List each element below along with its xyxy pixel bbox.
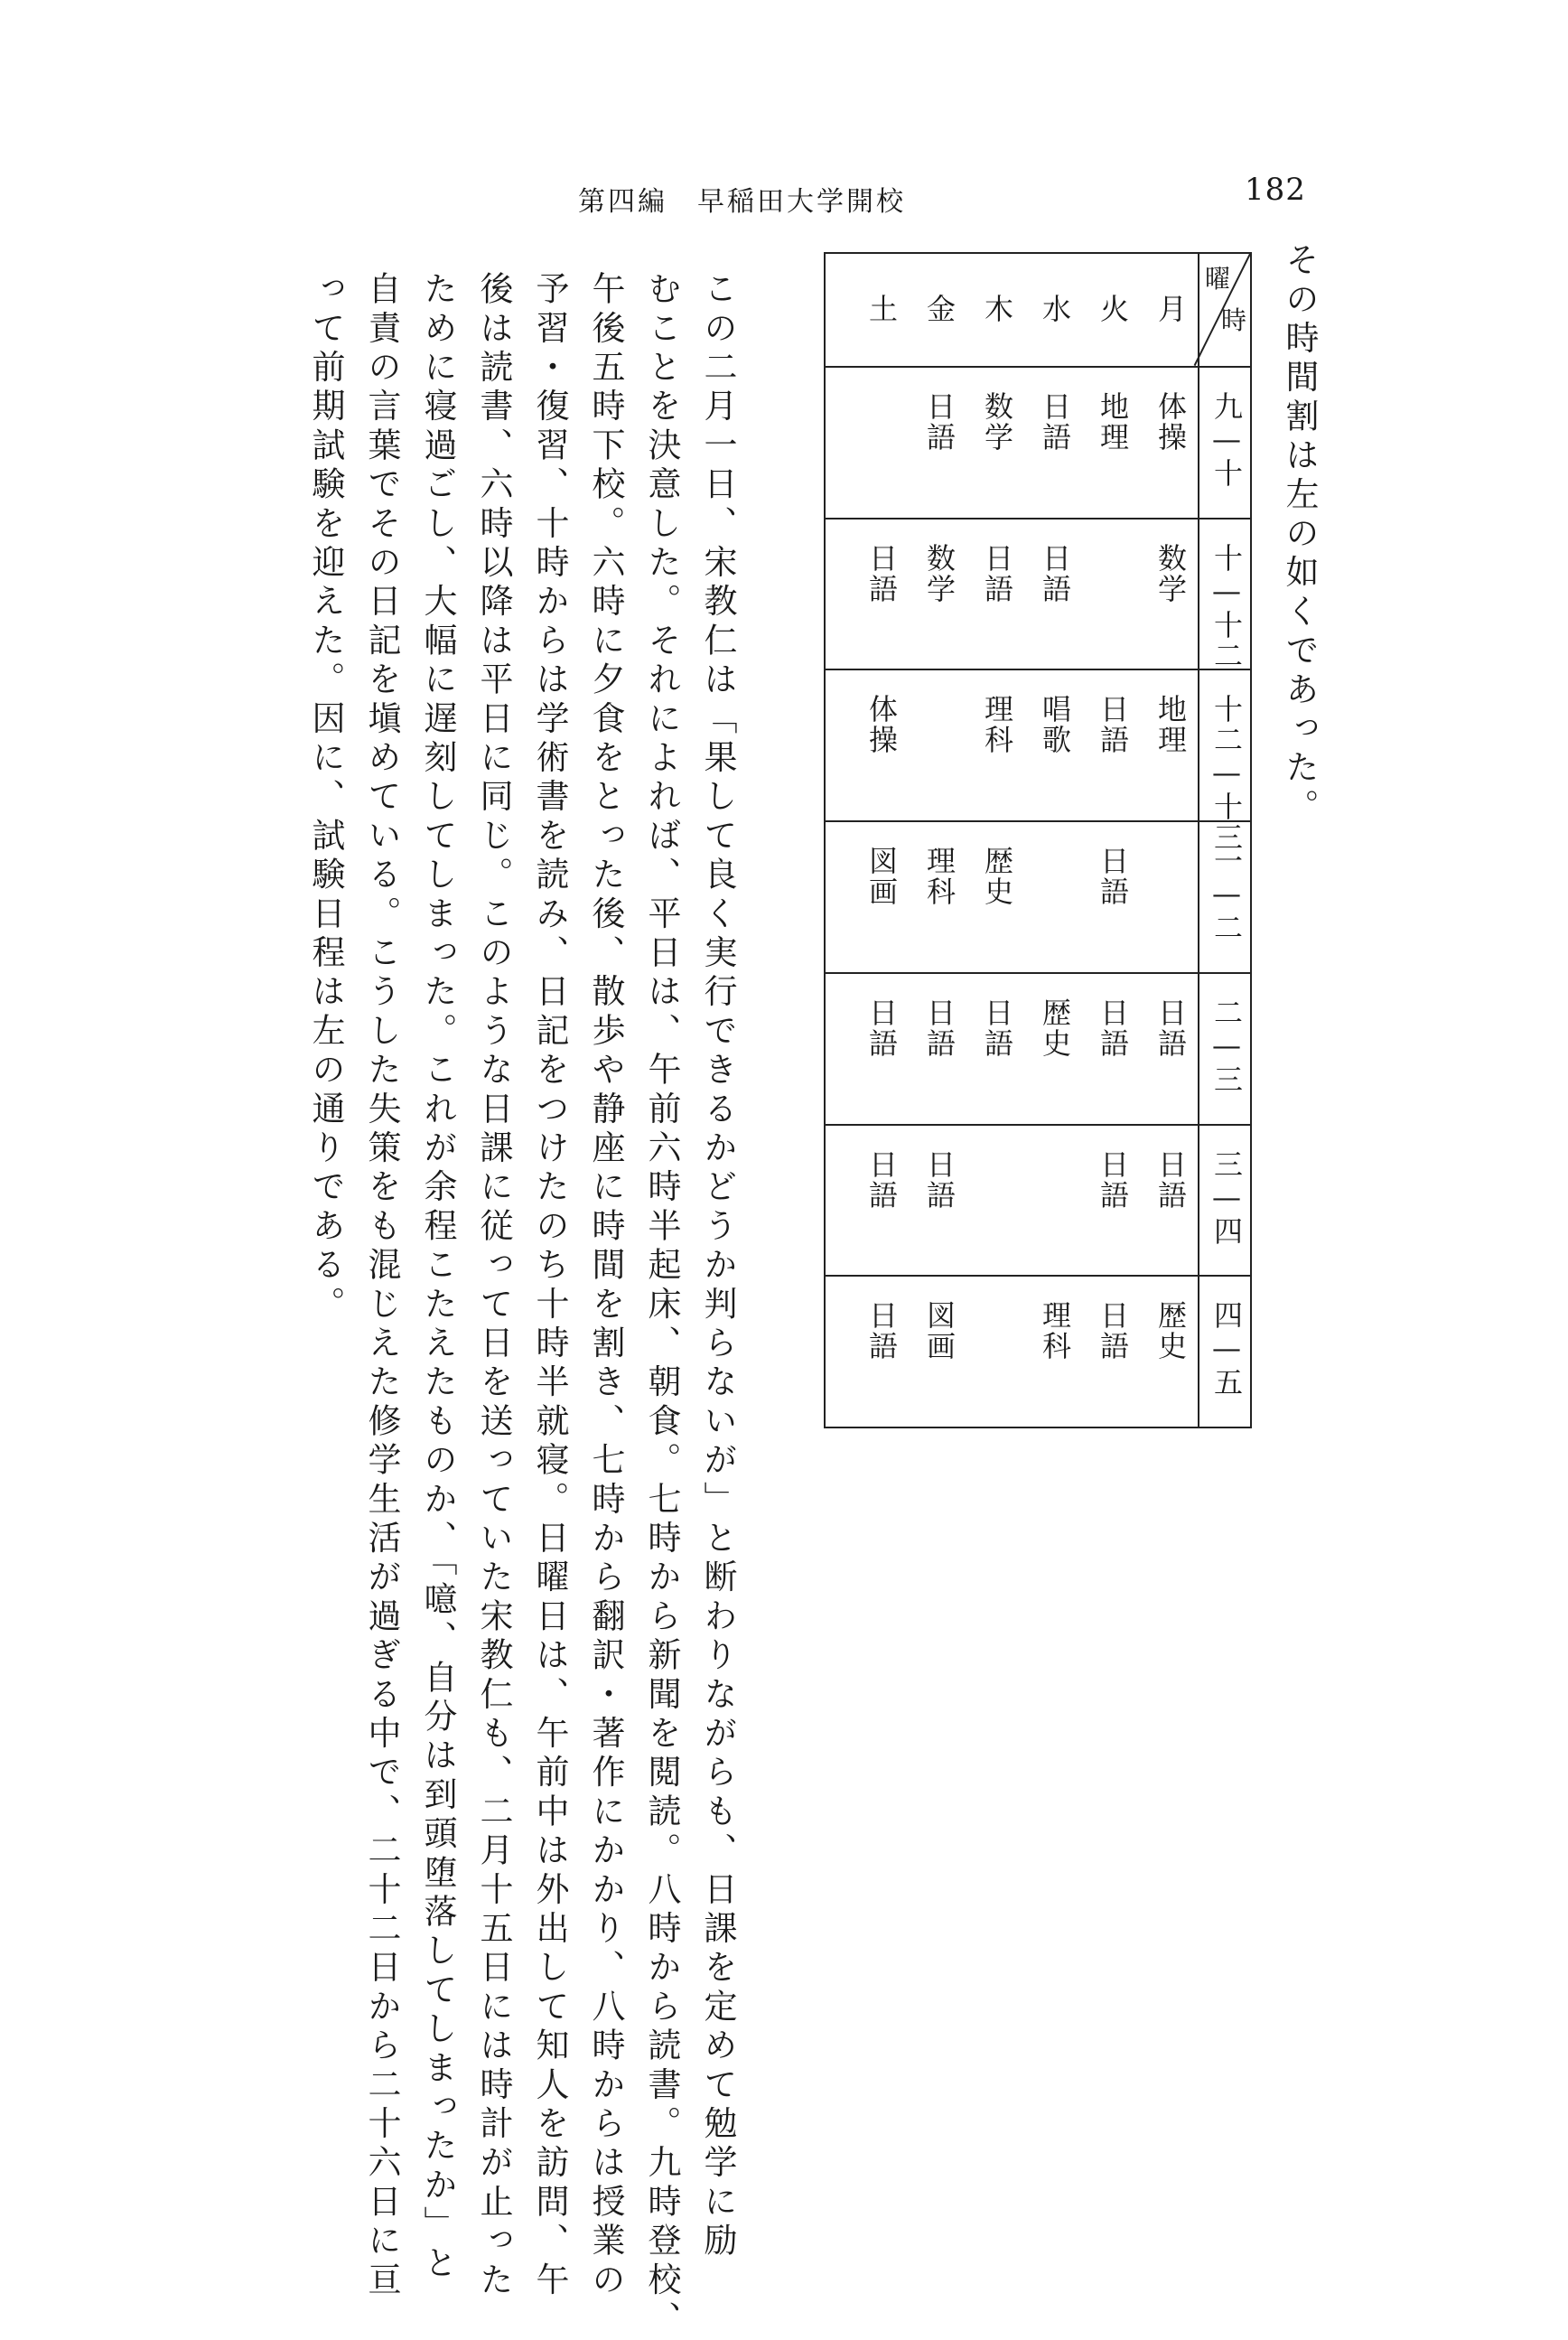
timetable-cell: 日語 [980, 542, 1014, 604]
body-text-column: むことを決意した。それによれば、平日は、午前六時半起床、朝食。七時から新聞を閲読。八時から読書。九時登校、 [642, 271, 681, 2340]
corner-label-time: 時 [1221, 305, 1247, 335]
body-text-column: 予習・復習、十時からは学術書を読み、日記をつけたのち十時半就寝。日曜日は、午前中は外出して知人を訪問、午 [530, 271, 569, 2301]
timetable-cell: 日語 [980, 997, 1014, 1059]
timetable [824, 252, 1252, 1428]
time-slot-label: 二—三 [1209, 997, 1244, 1095]
day-header: 月 [1153, 294, 1188, 324]
timetable-cell: 数学 [1153, 542, 1188, 604]
corner-label-day: 曜 [1205, 264, 1231, 294]
timetable-cell: 地理 [1096, 391, 1130, 453]
intro-line: その時間割は左の如くであった。 [1280, 242, 1319, 828]
time-slot-label: 四—五 [1209, 1300, 1244, 1399]
timetable-cell: 体操 [1153, 391, 1188, 453]
timetable-cell: 日語 [1096, 997, 1130, 1059]
time-slot-label: 一—二 [1209, 846, 1244, 944]
day-header: 火 [1096, 294, 1130, 324]
timetable-cell: 体操 [864, 694, 899, 756]
timetable-cell: 日語 [1096, 846, 1130, 908]
timetable-cell: 図画 [922, 1300, 957, 1362]
timetable-cell: 地理 [1153, 694, 1188, 756]
timetable-cell: 図画 [864, 846, 899, 908]
running-header: 第四編 早稲田大学開校 [578, 186, 906, 218]
time-slot-label: 十二—十三 [1209, 694, 1244, 854]
body-text-column: 午後五時下校。六時に夕食をとった後、散歩や静座に時間を割き、七時から翻訳・著作にかかり、八時からは授業の [586, 271, 625, 2301]
body-text-column: ために寝過ごし、大幅に遅刻してしまった。これが余程こたえたものか、「噫、自分は到頭堕落してしまったか」と [418, 271, 457, 2284]
timetable-cell: 理科 [1038, 1300, 1072, 1362]
timetable-cell: 日語 [864, 997, 899, 1059]
day-header: 木 [980, 294, 1014, 324]
time-slot-label: 十—十二 [1209, 542, 1244, 671]
timetable-cell: 数学 [922, 542, 957, 604]
body-text-column: この二月一日、宋教仁は「果して良く実行できるかどうか判らないが」と断わりながらも、日課を定めて勉学に励 [698, 271, 737, 2262]
timetable-cell: 日語 [1096, 1148, 1130, 1211]
day-header: 水 [1038, 294, 1072, 324]
body-text-column: 後は読書、六時以降は平日に同じ。このような日課に従って日を送っていた宋教仁も、二月十五日には時計が止った [474, 271, 513, 2301]
day-header: 金 [922, 294, 957, 324]
timetable-cell: 日語 [922, 391, 957, 453]
timetable-cell: 歴史 [980, 846, 1014, 908]
body-text-column: って前期試験を迎えた。因に、試験日程は左の通りである。 [306, 271, 345, 1325]
timetable-cell: 理科 [922, 846, 957, 908]
timetable-cell: 日語 [1038, 391, 1072, 453]
timetable-cell: 理科 [980, 694, 1014, 756]
timetable-cell: 日語 [1038, 542, 1072, 604]
timetable-cell: 唱歌 [1038, 694, 1072, 756]
timetable-cell: 数学 [980, 391, 1014, 453]
body-text-column: 自責の言葉でその日記を塡めている。こうした失策をも混じえた修学生活が過ぎる中で、二十二日から二十六日に亘 [362, 271, 401, 2301]
timetable-cell: 日語 [1096, 694, 1130, 756]
timetable-cell: 日語 [1153, 1148, 1188, 1211]
timetable-cell: 日語 [1153, 997, 1188, 1059]
day-header: 土 [864, 294, 899, 324]
timetable-cell: 日語 [922, 1148, 957, 1211]
page-number: 182 [1245, 172, 1306, 208]
timetable-cell: 日語 [864, 542, 899, 604]
timetable-cell: 日語 [922, 997, 957, 1059]
timetable-cell: 日語 [864, 1148, 899, 1211]
timetable-cell: 歴史 [1153, 1300, 1188, 1362]
timetable-cell: 日語 [864, 1300, 899, 1362]
time-slot-label: 三—四 [1209, 1148, 1244, 1247]
timetable-cell: 日語 [1096, 1300, 1130, 1362]
time-slot-label: 九—十 [1209, 391, 1244, 489]
timetable-cell: 歴史 [1038, 997, 1072, 1059]
